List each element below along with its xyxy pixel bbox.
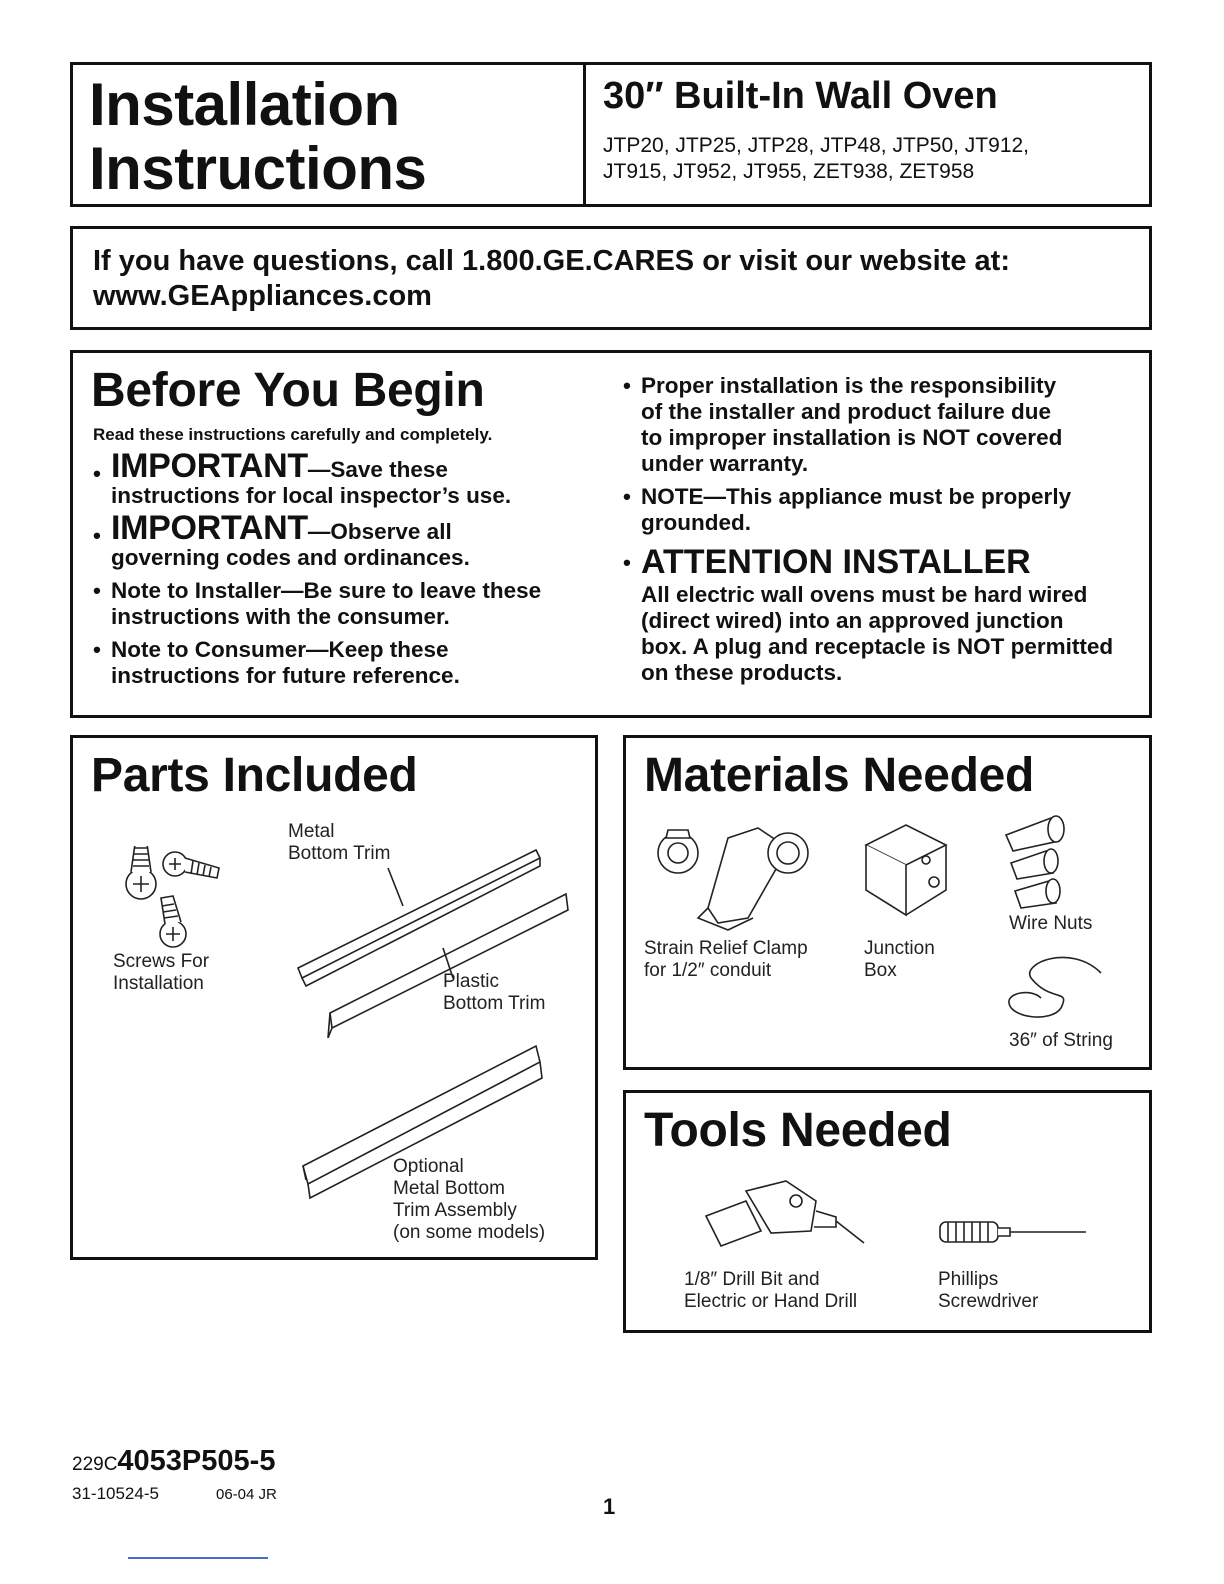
models-line-2: JT915, JT952, JT955, ZET938, ZET958 — [603, 160, 975, 183]
header-box — [70, 62, 1152, 207]
optional-trim-label — [393, 1156, 545, 1244]
header-divider — [583, 65, 586, 204]
label-line: 1/8″ Drill Bit and — [684, 1269, 820, 1290]
label-line: (on some models) — [393, 1222, 546, 1243]
list-item-line: All electric wall ovens must be hard wired — [641, 582, 1088, 607]
list-item-attention — [623, 542, 1138, 686]
list-item-line: box. A plug and receptacle is NOT permitted — [641, 634, 1114, 659]
list-item-line: instructions for future reference. — [111, 663, 460, 688]
screws-label — [113, 951, 209, 995]
drill-label — [684, 1269, 857, 1313]
model-list — [603, 133, 1029, 185]
label-line: for 1/2″ conduit — [644, 960, 772, 981]
important-word: IMPORTANT — [111, 447, 308, 485]
wire-nuts-icon — [1001, 813, 1091, 913]
junction-box-label — [864, 938, 935, 982]
label-line: Installation — [113, 973, 204, 994]
part-number-main: 4053P505-5 — [117, 1445, 276, 1477]
label-line: Strain Relief Clamp — [644, 938, 808, 959]
label-line: Trim Assembly — [393, 1200, 517, 1221]
junction-box-icon — [856, 820, 956, 930]
materials-needed-section — [623, 735, 1152, 1070]
title-line-1: Installation — [89, 71, 400, 138]
list-item-note-installer — [93, 578, 603, 630]
label-line: Metal Bottom — [393, 1178, 505, 1199]
string-icon — [1001, 948, 1111, 1023]
models-line-1: JTP20, JTP25, JTP28, JTP48, JTP50, JT912, — [603, 134, 1030, 157]
website-url: www.GEAppliances.com — [93, 280, 432, 312]
document-date: 06-04 JR — [216, 1486, 277, 1503]
label-line: Electric or Hand Drill — [684, 1291, 858, 1312]
important-tail: —Save these — [307, 457, 448, 482]
label-line: Bottom Trim — [288, 843, 391, 864]
list-item-important-1 — [93, 447, 603, 509]
label-line: Box — [864, 960, 897, 981]
before-left-list — [93, 447, 603, 689]
product-title: 30″ Built-In Wall Oven — [603, 75, 998, 117]
list-item-grounded — [623, 484, 1138, 536]
contact-box — [70, 226, 1152, 330]
label-line: Plastic — [443, 971, 499, 992]
page-number: 1 — [603, 1494, 616, 1519]
part-number — [72, 1445, 275, 1478]
list-item-important-2 — [93, 509, 603, 571]
title-line-2: Instructions — [89, 135, 427, 202]
plastic-trim-label — [443, 971, 545, 1015]
list-item-line: on these products. — [641, 660, 843, 685]
list-item-line: • Note to Installer—Be sure to leave these — [111, 578, 542, 603]
list-item-line: (direct wired) into an approved junction — [641, 608, 1064, 633]
string-label: 36″ of String — [1009, 1030, 1113, 1051]
list-item-line: instructions with the consumer. — [111, 604, 450, 629]
list-item-line: of the installer and product failure due — [641, 399, 1052, 424]
list-item-line: governing codes and ordinances. — [111, 545, 470, 570]
tools-needed-section — [623, 1090, 1152, 1333]
label-line: Junction — [864, 938, 935, 959]
parts-title: Parts Included — [91, 749, 418, 802]
list-item-note-consumer — [93, 637, 603, 689]
attention-title: • ATTENTION INSTALLER — [641, 543, 1031, 581]
before-you-begin-section — [70, 350, 1152, 718]
list-item-line: grounded. — [641, 510, 751, 535]
list-item-line: to improper installation is NOT covered — [641, 425, 1063, 450]
list-item-line: • Proper installation is the responsibility — [641, 373, 1057, 398]
list-item-proper-installation — [623, 373, 1138, 477]
strain-relief-clamp-icon — [638, 818, 828, 938]
contact-line-1: If you have questions, call 1.800.GE.CARES or visit our website at: — [93, 245, 1010, 277]
list-item-line: instructions for local inspector’s use. — [111, 483, 512, 508]
label-line: Metal — [288, 821, 335, 842]
document-title — [89, 73, 426, 201]
label-line: Phillips — [938, 1269, 999, 1290]
part-number-prefix: 229C — [72, 1454, 118, 1475]
phillips-screwdriver-icon — [938, 1218, 1088, 1248]
list-item-line: • NOTE—This appliance must be properly — [641, 484, 1072, 509]
label-line: Screwdriver — [938, 1291, 1039, 1312]
important-tail: —Observe all — [307, 519, 452, 544]
clamp-label — [644, 938, 808, 982]
list-item-line: • Note to Consumer—Keep these — [111, 637, 449, 662]
parts-included-section — [70, 735, 598, 1260]
wire-nuts-label: Wire Nuts — [1009, 913, 1093, 934]
important-word: IMPORTANT — [111, 509, 308, 547]
bottom-link-underline — [128, 1557, 268, 1559]
before-right-list — [623, 373, 1138, 686]
list-item-line: under warranty. — [641, 451, 809, 476]
screws-icon — [113, 846, 233, 956]
document-number: 31-10524-5 — [72, 1484, 159, 1503]
label-line: Optional — [393, 1156, 464, 1177]
before-title: Before You Begin — [91, 364, 485, 417]
label-line: Bottom Trim — [443, 993, 546, 1014]
materials-title: Materials Needed — [644, 749, 1035, 802]
before-intro: Read these instructions carefully and completely. — [93, 425, 493, 444]
screwdriver-label — [938, 1269, 1038, 1313]
drill-icon — [686, 1171, 866, 1261]
tools-title: Tools Needed — [644, 1104, 952, 1157]
label-line: Screws For — [113, 951, 210, 972]
